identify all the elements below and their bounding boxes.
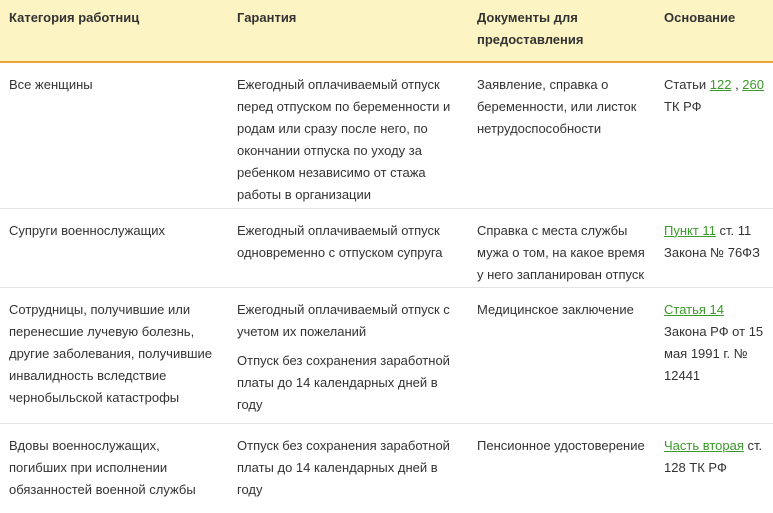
table-row [0, 287, 773, 423]
guarantee-text: Ежегодный оплачиваемый отпуск одновременно с отпуском супруга [237, 222, 443, 260]
table-row [0, 62, 773, 208]
point-11-link[interactable]: Пункт 11 [664, 222, 716, 238]
guarantee-cell [228, 62, 468, 208]
header-guarantee: Гарантия [228, 0, 468, 62]
guarantee-cell [228, 423, 468, 509]
article-122-link[interactable]: 122 [709, 77, 732, 92]
basis-suffix: ст. 11 Закона № 76ФЗ [664, 222, 760, 260]
documents-cell: Справка с места службы мужа о том, на какое время у него запланирован отпуск [468, 208, 655, 287]
documents-cell: Медицинское заключение [468, 287, 655, 423]
category-cell: Вдовы военнослужащих, погибших при исполнении обязанностей военной службы [9, 437, 196, 497]
category-cell: Сотрудницы, получившие или перенесшие лучевую болезнь, другие заболевания, получившие инвалидность вследствие чернобыльской катастрофы [0, 287, 228, 423]
guarantee-text: Ежегодный оплачиваемый отпуск перед отпуском по беременности и родам или сразу после него, по окончании отпуска по уходу за ребенком независимо от стажа работы в организации [237, 77, 451, 202]
article-260-link[interactable]: 260 [742, 77, 764, 92]
guarantee-text: Ежегодный оплачиваемый отпуск с учетом их пожеланий [237, 301, 450, 339]
header-basis: Основание [655, 0, 773, 62]
basis-separator: , [731, 77, 743, 92]
basis-cell [655, 287, 773, 423]
guarantee-cell [228, 287, 468, 423]
basis-suffix: ст. 128 ТК РФ [664, 437, 763, 475]
header-row [0, 0, 773, 62]
guarantee-cell [228, 208, 468, 287]
basis-cell [655, 423, 773, 509]
basis-suffix: Закона РФ от 15 мая 1991 г. № 12441 [664, 323, 764, 383]
article-14-link[interactable]: Статья 14 [664, 301, 724, 317]
guarantee-text: Отпуск без сохранения заработной платы до 14 календарных дней в году [237, 352, 450, 412]
basis-cell [655, 208, 773, 287]
header-documents: Документы для предоставления [468, 0, 655, 62]
table-row [0, 423, 773, 509]
part-two-link[interactable]: Часть вторая [664, 437, 744, 453]
guarantee-text: Отпуск без сохранения заработной платы до 14 календарных дней в году [237, 437, 450, 497]
basis-cell [655, 62, 773, 208]
category-cell: Все женщины [0, 62, 228, 208]
table-row [0, 208, 773, 287]
basis-suffix: ТК РФ [664, 99, 702, 114]
documents-cell: Пенсионное удостоверение [477, 437, 645, 453]
category-cell: Супруги военнослужащих [0, 208, 228, 287]
basis-prefix: Статьи [664, 77, 710, 92]
documents-cell: Заявление, справка о беременности, или листок нетрудоспособности [468, 62, 655, 208]
header-category: Категория работниц [0, 0, 228, 62]
